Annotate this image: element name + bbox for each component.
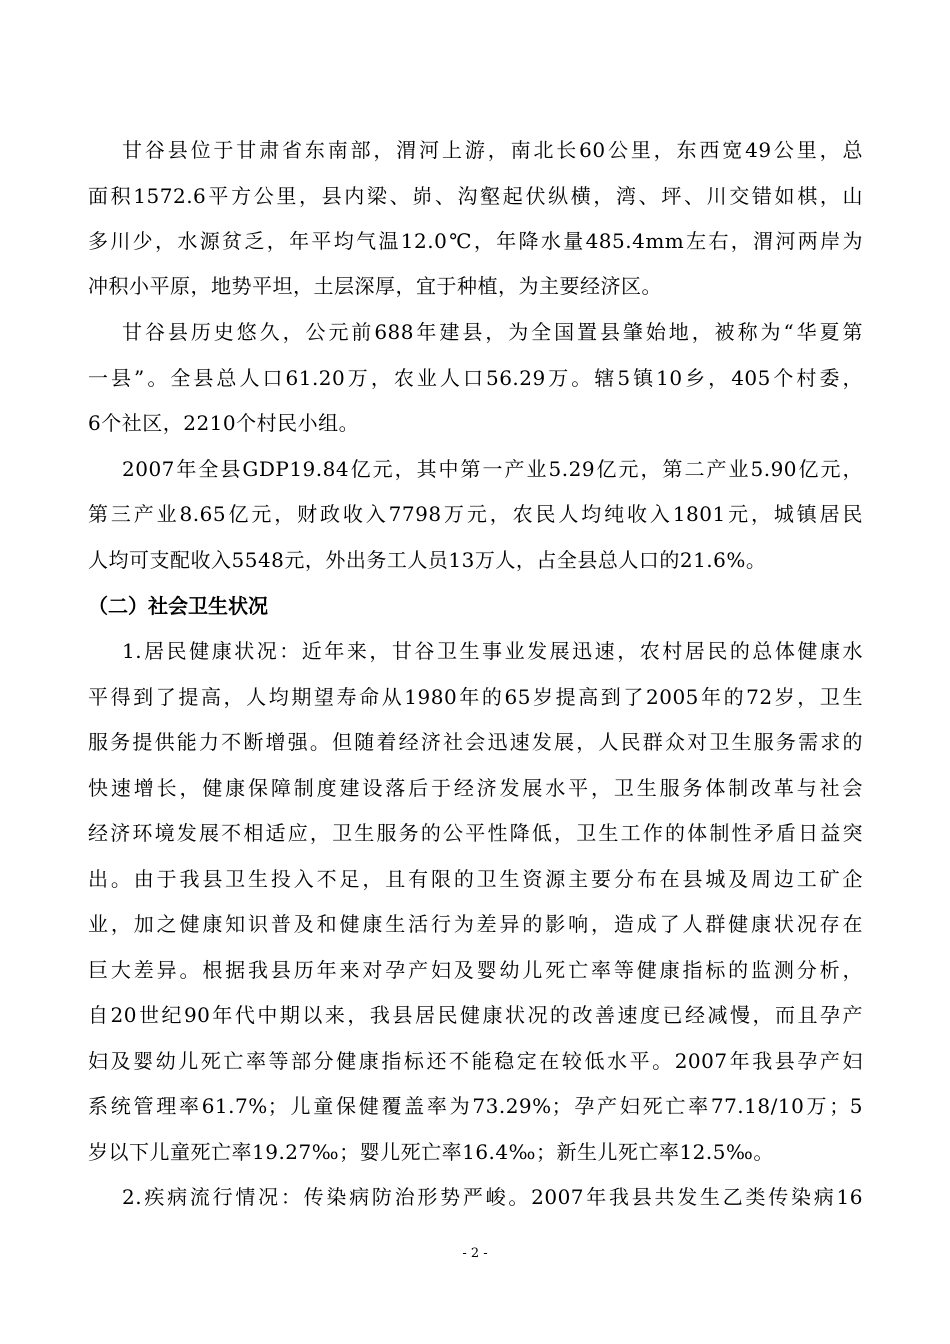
paragraph-line: 冲积小平原，地势平坦，土层深厚，宜于种植，为主要经济区。 [88, 274, 662, 298]
paragraph-line: 平得到了提高，人均期望寿命从1980年的65岁提高到了2005年的72岁，卫生 [88, 685, 863, 709]
paragraph-line: 2007年全县GDP19.84亿元，其中第一产业5.29亿元，第二产业5.90亿元， [122, 457, 863, 481]
page-number: - 2 - [462, 1246, 488, 1261]
paragraph-line: 经济环境发展不相适应，卫生服务的公平性降低，卫生工作的体制性矛盾日益突 [88, 821, 863, 845]
paragraph-line: 一县”。全县总人口61.20万，农业人口56.29万。辖5镇10乡，405个村委， [88, 366, 863, 390]
paragraph-line: 系统管理率61.7%；儿童保健覆盖率为73.29%；孕产妇死亡率77.18/10万；5 [88, 1094, 863, 1118]
paragraph-line: 6个社区，2210个村民小组。 [88, 411, 360, 435]
paragraph-line: 面积1572.6平方公里，县内梁、峁、沟壑起伏纵横，湾、坪、川交错如棋，山 [88, 184, 863, 208]
paragraph-line: 人均可支配收入5548元，外出务工人员13万人，占全县总人口的21.6%。 [88, 548, 767, 572]
paragraph-line: 1.居民健康状况：近年来，甘谷卫生事业发展迅速，农村居民的总体健康水 [122, 639, 863, 663]
paragraph-line: 多川少，水源贫乏，年平均气温12.0℃，年降水量485.4mm左右，渭河两岸为 [88, 229, 863, 253]
paragraph-line: 妇及婴幼儿死亡率等部分健康指标还不能稳定在较低水平。2007年我县孕产妇 [88, 1049, 863, 1073]
paragraph-line: 出。由于我县卫生投入不足，且有限的卫生资源主要分布在县城及周边工矿企 [88, 867, 863, 891]
paragraph-line: 服务提供能力不断增强。但随着经济社会迅速发展，人民群众对卫生服务需求的 [88, 730, 863, 754]
paragraph-line: 甘谷县位于甘肃省东南部，渭河上游，南北长60公里，东西宽49公里，总 [122, 138, 863, 162]
paragraph-line: 甘谷县历史悠久，公元前688年建县，为全国置县肇始地，被称为“华夏第 [122, 320, 863, 344]
paragraph-line: 自20世纪90年代中期以来，我县居民健康状况的改善速度已经减慢，而且孕产 [88, 1003, 863, 1027]
paragraph-line: 岁以下儿童死亡率19.27‰；婴儿死亡率16.4‰；新生儿死亡率12.5‰。 [88, 1140, 774, 1164]
paragraph-line: 巨大差异。根据我县历年来对孕产妇及婴幼儿死亡率等健康指标的监测分析， [88, 958, 863, 982]
paragraph-line: 第三产业8.65亿元，财政收入7798万元，农民人均纯收入1801元，城镇居民 [88, 502, 863, 526]
section-heading: （二）社会卫生状况 [88, 594, 268, 618]
paragraph-line: 业，加之健康知识普及和健康生活行为差异的影响，造成了人群健康状况存在 [88, 912, 863, 936]
paragraph-line: 2.疾病流行情况：传染病防治形势严峻。2007年我县共发生乙类传染病16 [122, 1185, 863, 1209]
paragraph-line: 快速增长，健康保障制度建设落后于经济发展水平，卫生服务体制改革与社会 [88, 776, 863, 800]
